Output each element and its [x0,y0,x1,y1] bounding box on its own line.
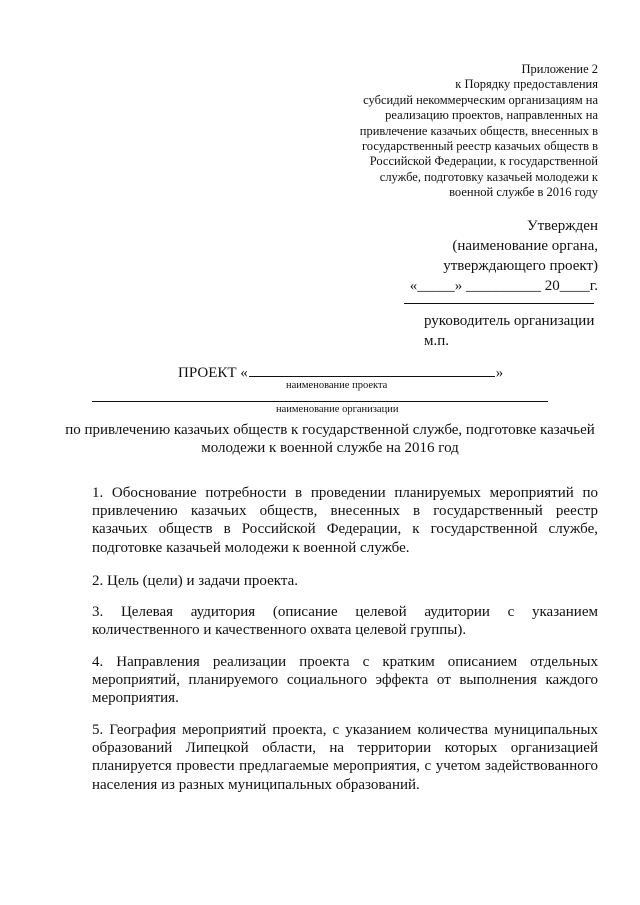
signature-role: руководитель организации [424,313,595,329]
section-2: 2. Цель (цели) и задачи проекта. [92,573,298,589]
organization-blank-line [92,401,548,402]
section-4: 4. Направления реализации проекта с кратким описанием отдельных мероприятий, планируемого социального эффекта от выполнения каждого мероприятия. [92,654,598,707]
seal-label: м.п. [424,333,450,349]
project-subtitle: по привлечению казачьих обществ к государственной службе, подготовке казачьей молодежи к военной службе на 2016 год [65,422,595,456]
approval-authority-cont: утверждающего проект) [443,258,598,274]
appendix-header [328,62,598,201]
appendix-line: службе, подготовку казачьей молодежи к [379,169,598,184]
approval-date: «_____» __________ 20____г. [409,278,598,294]
appendix-line: государственный реестр казачьих обществ в [361,139,598,154]
section-5: 5. География мероприятий проекта, с указанием количества муниципальных образований Липецкой области, на территории которых организацией планируется провести предлагаемые мероприятия, с учетом задействованного населения из разных муниципальных образований. [92,722,598,793]
signature-line [404,303,594,304]
appendix-line: субсидий некоммерческим организациям на [363,92,598,107]
organization-caption: наименование организации [276,404,399,415]
appendix-line: Приложение 2 [521,62,598,76]
project-prefix: ПРОЕКТ « [178,365,248,381]
appendix-line: к Порядку предоставления [455,77,598,92]
section-1: 1. Обоснование потребности в проведении планируемых мероприятий по привлечению казачьих обществ, внесенных в государственный реестр казачьих обществ в Российской Федерации, к государственной службе, подготовке казачьей молодежи к военной службе. [92,485,598,556]
appendix-line: военной службе в 2016 году [449,185,598,200]
approval-title: Утвержден [526,218,598,234]
appendix-line: привлечение казачьих обществ, внесенных в [359,123,598,138]
project-name-blank [249,363,495,377]
signature-block [424,311,594,351]
appendix-line: реализацию проектов, направленных на [385,108,598,123]
project-name-caption: наименование проекта [286,380,388,391]
appendix-line: Российской Федерации, к государственной [369,154,598,169]
approval-authority: (наименование органа, [452,238,598,254]
project-suffix: » [495,365,504,381]
approval-block [338,216,598,296]
section-3: 3. Целевая аудитория (описание целевой аудитории с указанием количественного и качественного охвата целевой группы). [92,604,598,639]
